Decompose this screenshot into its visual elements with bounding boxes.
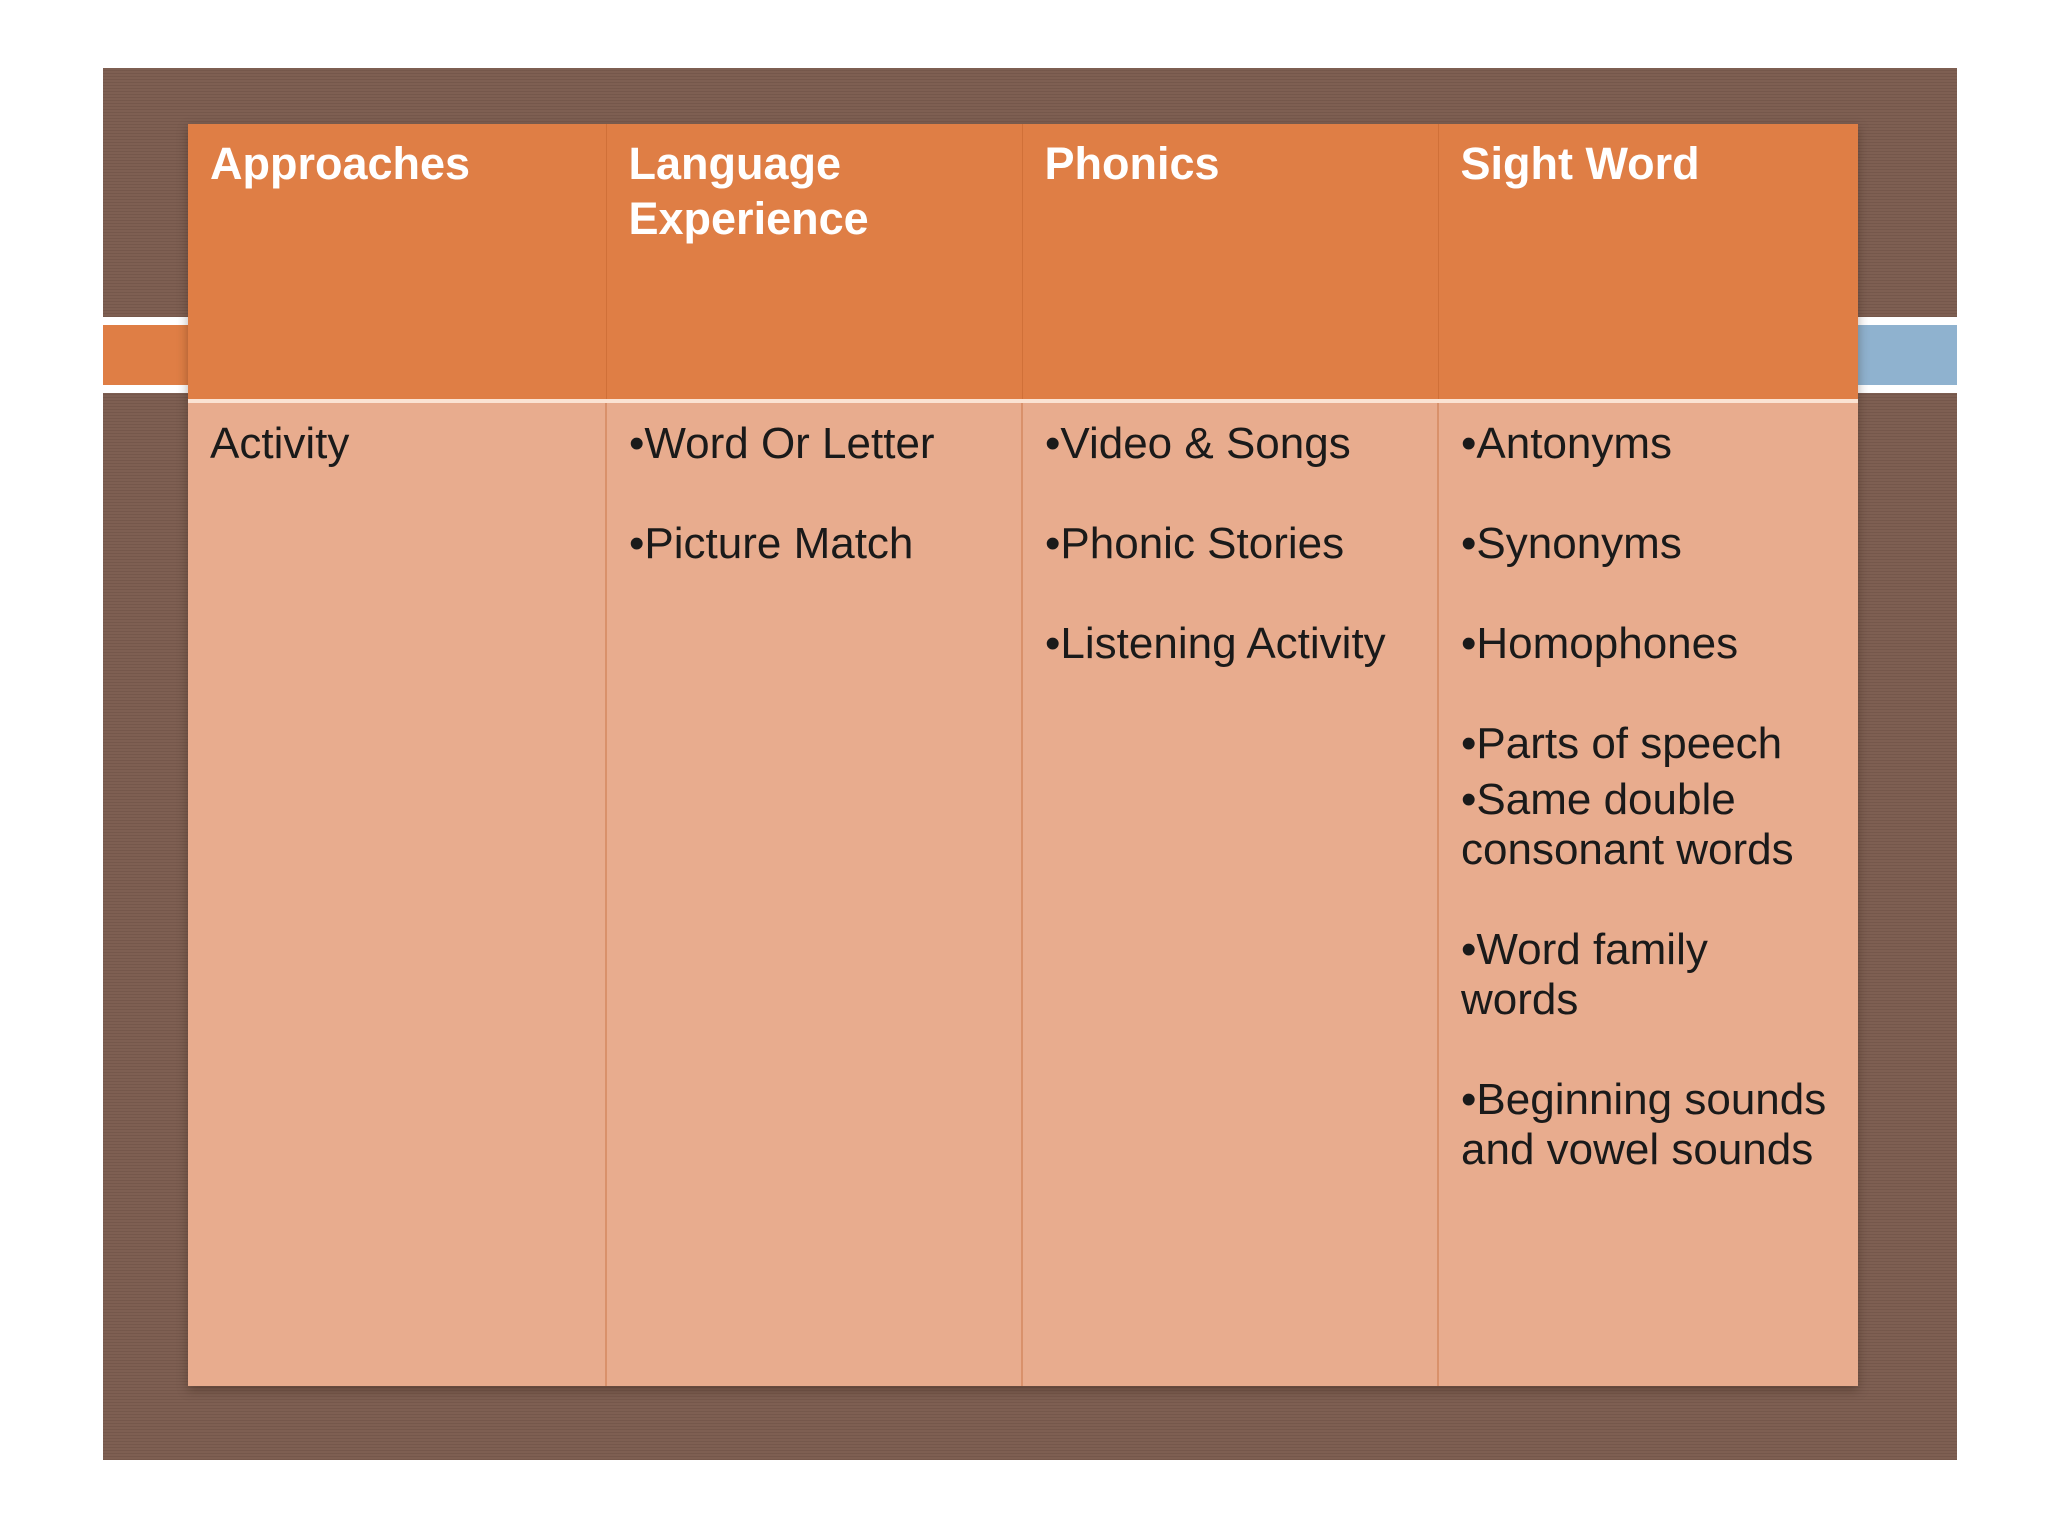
list-item: •Antonyms: [1461, 419, 1673, 468]
header-sight-word: Sight Word: [1438, 124, 1858, 401]
table-row: [188, 401, 1858, 1386]
list-item: •Video & Songs: [1045, 419, 1351, 468]
header-approaches: Approaches: [188, 124, 606, 401]
approaches-table-container: [188, 124, 1858, 1386]
list-item: •Homophones: [1461, 619, 1739, 668]
cell-language-experience: [606, 401, 1022, 1386]
table-header-row: [188, 124, 1858, 401]
accent-band-right: [1855, 317, 1957, 393]
cell-sight-word: [1438, 401, 1858, 1386]
list-item: •Parts of speech: [1461, 719, 1783, 768]
cell-phonics: [1022, 401, 1438, 1386]
list-item: •Listening Activity: [1045, 619, 1386, 668]
list-item: •Word Or Letter: [629, 419, 935, 468]
approaches-table: [188, 124, 1858, 1386]
header-language-experience: Language Experience: [606, 124, 1022, 401]
header-phonics: Phonics: [1022, 124, 1438, 401]
list-item: •Phonic Stories: [1045, 519, 1345, 568]
activity-label: Activity: [210, 419, 350, 468]
list-item: •Synonyms: [1461, 519, 1682, 568]
row-label-activity: [188, 401, 606, 1386]
list-item: •Picture Match: [629, 519, 914, 568]
list-item: •Word family words: [1461, 925, 1708, 1024]
list-item: •Same double consonant words: [1461, 775, 1794, 874]
accent-band-left: [103, 317, 191, 393]
list-item: •Beginning sounds and vowel sounds: [1461, 1075, 1827, 1174]
